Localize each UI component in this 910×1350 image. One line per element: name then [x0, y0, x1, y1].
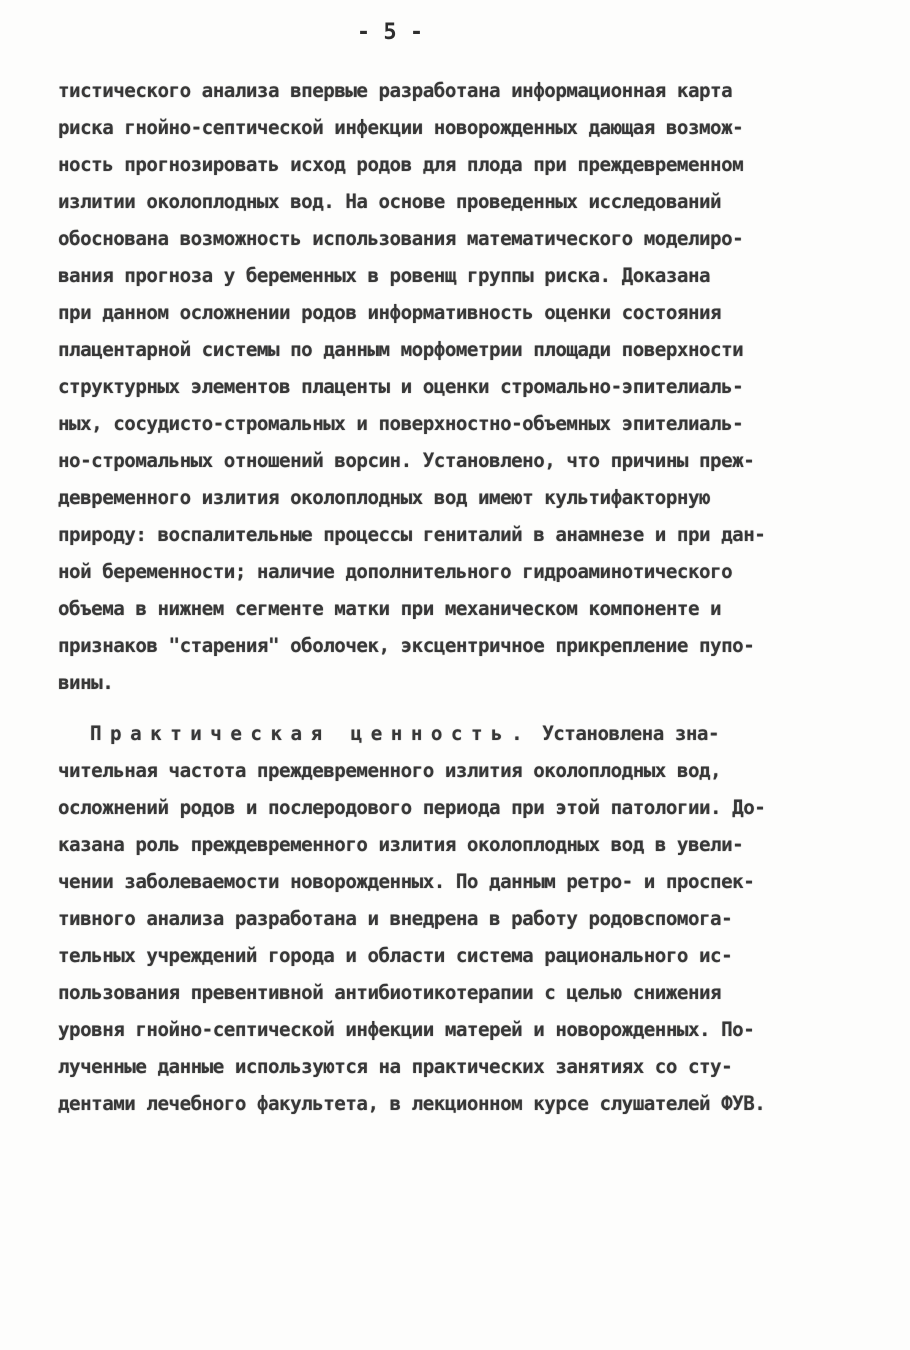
body-text [58, 72, 858, 1122]
text-line: ных, сосудисто-стромальных и поверхностно-объемных эпителиаль- [58, 412, 744, 435]
page-number: - 5 - [356, 20, 424, 45]
text-line: вания прогноза у беременных в ровенщ группы риска. Доказана [58, 264, 711, 287]
text-line: признаков "старения" оболочек, эксцентричное прикрепление пупо- [58, 634, 755, 657]
text-line: казана роль преждевременного излития околоплодных вод в увели- [58, 833, 744, 856]
text-line: тистического анализа впервые разработана информационная карта [58, 79, 733, 102]
text-line: лученные данные используются на практических занятиях со сту- [58, 1055, 733, 1078]
text-line: при данном осложнении родов информативность оценки состояния [58, 301, 722, 324]
text-fragment: Установлена зна- [531, 722, 720, 745]
text-line: вины. [58, 671, 114, 694]
text-line: чении заболеваемости новорожденных. По данным ретро- и проспек- [58, 870, 755, 893]
text-line: чительная частота преждевременного излития околоплодных вод, [58, 759, 722, 782]
text-line: но-стромальных отношений ворсин. Установлено, что причины преж- [58, 449, 755, 472]
section-first-line [58, 715, 858, 752]
text-line: дентами лечебного факультета, в лекционном курсе слушателей ФУВ. [58, 1092, 766, 1115]
text-line: уровня гнойно-септической инфекции матерей и новорожденных. По- [58, 1018, 755, 1041]
text-line: пользования превентивной антибиотикотерапии с целью снижения [58, 981, 722, 1004]
text-line: структурных элементов плаценты и оценки стромально-эпителиаль- [58, 375, 744, 398]
text-line: тивного анализа разработана и внедрена в работу родовспомога- [58, 907, 733, 930]
text-line: обоснована возможность использования математического моделиро- [58, 227, 744, 250]
text-line: ной беременности; наличие дополнительного гидроаминотического [58, 560, 733, 583]
text-line: риска гнойно-септической инфекции новорожденных дающая возмож- [58, 116, 744, 139]
text-line: девременного излития околоплодных вод имеют культифакторную [58, 486, 711, 509]
text-line: ность прогнозировать исход родов для плода при преждевременном [58, 153, 744, 176]
text-line: природу: воспалительные процессы гениталий в анамнезе и при дан- [58, 523, 766, 546]
text-line: излитии околоплодных вод. На основе проведенных исследований [58, 190, 722, 213]
text-line: объема в нижнем сегменте матки при механическом компоненте и [58, 597, 722, 620]
text-line: осложнений родов и послеродового периода при этой патологии. До- [58, 796, 766, 819]
text-line: плацентарной системы по данным морфометрии площади поверхности [58, 338, 744, 361]
text-line: тельных учреждений города и области система рационального ис- [58, 944, 733, 967]
section-heading: Практическая ценность. [90, 722, 532, 745]
